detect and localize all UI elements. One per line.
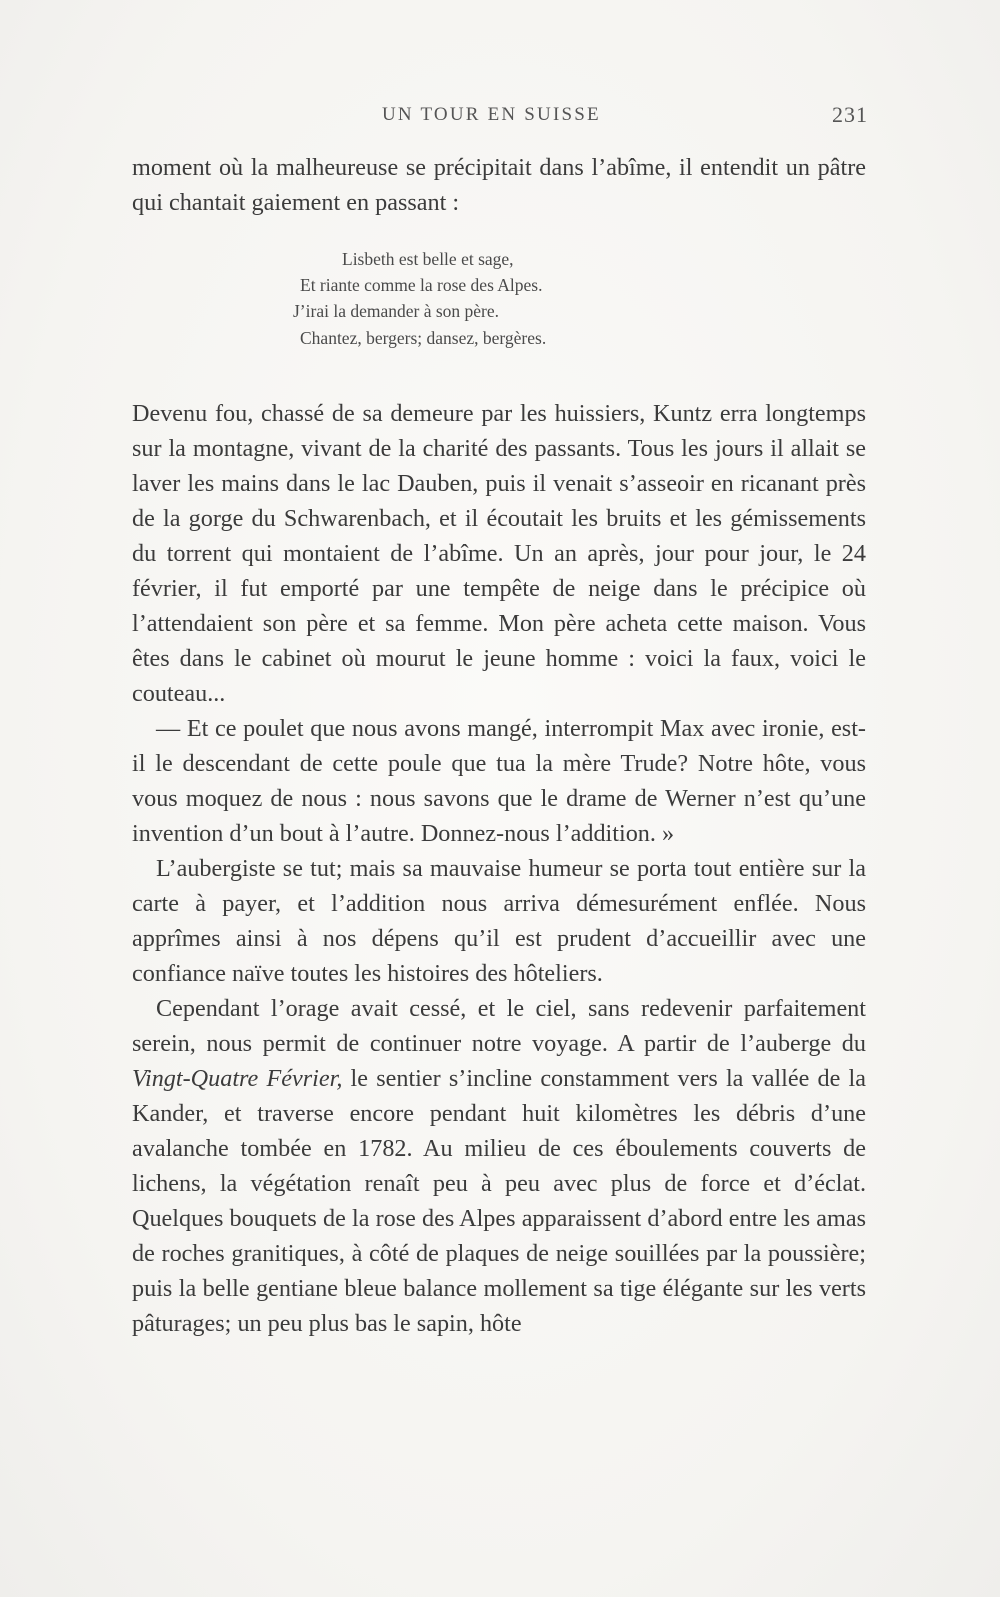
page-number: 231 <box>832 102 868 127</box>
verse-line: J’irai la demander à son père. <box>293 301 500 322</box>
verse-line: Et riante comme la rose des Alpes. <box>300 275 543 296</box>
paragraph-text: moment où la malheureuse se précipitait dans l’abîme, il entendit un pâtre qui chantait gaiement en passant : <box>132 154 866 216</box>
paragraph-kuntz: Devenu fou, chassé de sa demeure par les huissiers, Kuntz erra longtemps sur la montagne, vivant de la charité des passants. Tous les jours il allait se laver les mains dans le lac Dauben, puis il venait s’asseoir en ricanant près de la gorge du Schwarenbach, et il écoutait les bruits et les gémissements du torrent qui montaient de l’abîme. Un an après, jour pour jour, le 24 février, il fut emporté par une tempête de neige dans le précipice où l’attendaient son père et sa femme. Mon père acheta cette maison. Vous êtes dans le cabinet où mourut le jeune homme : voici la faux, voici le couteau... <box>132 400 866 707</box>
paragraph-aubergiste: L’aubergiste se tut; mais sa mauvaise humeur se porta tout entière sur la carte à payer, et l’addition nous arriva démesurément enflée. Nous apprîmes ainsi à nos dépens qu’il est prudent d’accueillir avec une confiance naïve toutes les histoires des hôteliers. <box>132 855 866 987</box>
paragraph-text: Cependant l’orage avait cessé, et le ciel, sans redevenir parfaitement serein, nous permit de continuer notre voyage. A partir de l’auberge du <box>132 995 866 1057</box>
verse-line: Lisbeth est belle et sage, <box>342 249 514 269</box>
song-verse <box>280 246 700 351</box>
verse-line: Chantez, bergers; dansez, bergères. <box>300 327 547 348</box>
paragraph-voyage <box>132 991 866 1341</box>
running-header <box>130 104 870 134</box>
inn-name: Vingt-Quatre Février, <box>132 1065 343 1092</box>
running-title: UN TOUR EN SUISSE <box>382 104 601 125</box>
main-text <box>132 396 866 1341</box>
paragraph-text: le sentier s’incline constamment vers la vallée de la Kander, et traverse encore pendant huit kilomètres les débris d’une avalanche tombée en 1782. Au milieu de ces éboulements couverts de lichens, la végétation renaît peu à peu avec plus de force et d’éclat. Quelques bouquets de la rose des Alpes apparaissent d’abord entre les amas de roches granitiques, à côté de plaques de neige souillées par la poussière; puis la belle gentiane bleue balance mollement sa tige élégante sur les verts pâturages; un peu plus bas le sapin, hôte <box>132 1065 866 1337</box>
opening-paragraph <box>132 150 866 220</box>
paragraph-max: — Et ce poulet que nous avons mangé, interrompit Max avec ironie, est-il le descendant de cette poule que tua la mère Trude? Notre hôte, vous vous moquez de nous : nous savons que le drame de Werner n’est qu’une invention d’un bout à l’autre. Donnez-nous l’addition. » <box>132 715 866 847</box>
